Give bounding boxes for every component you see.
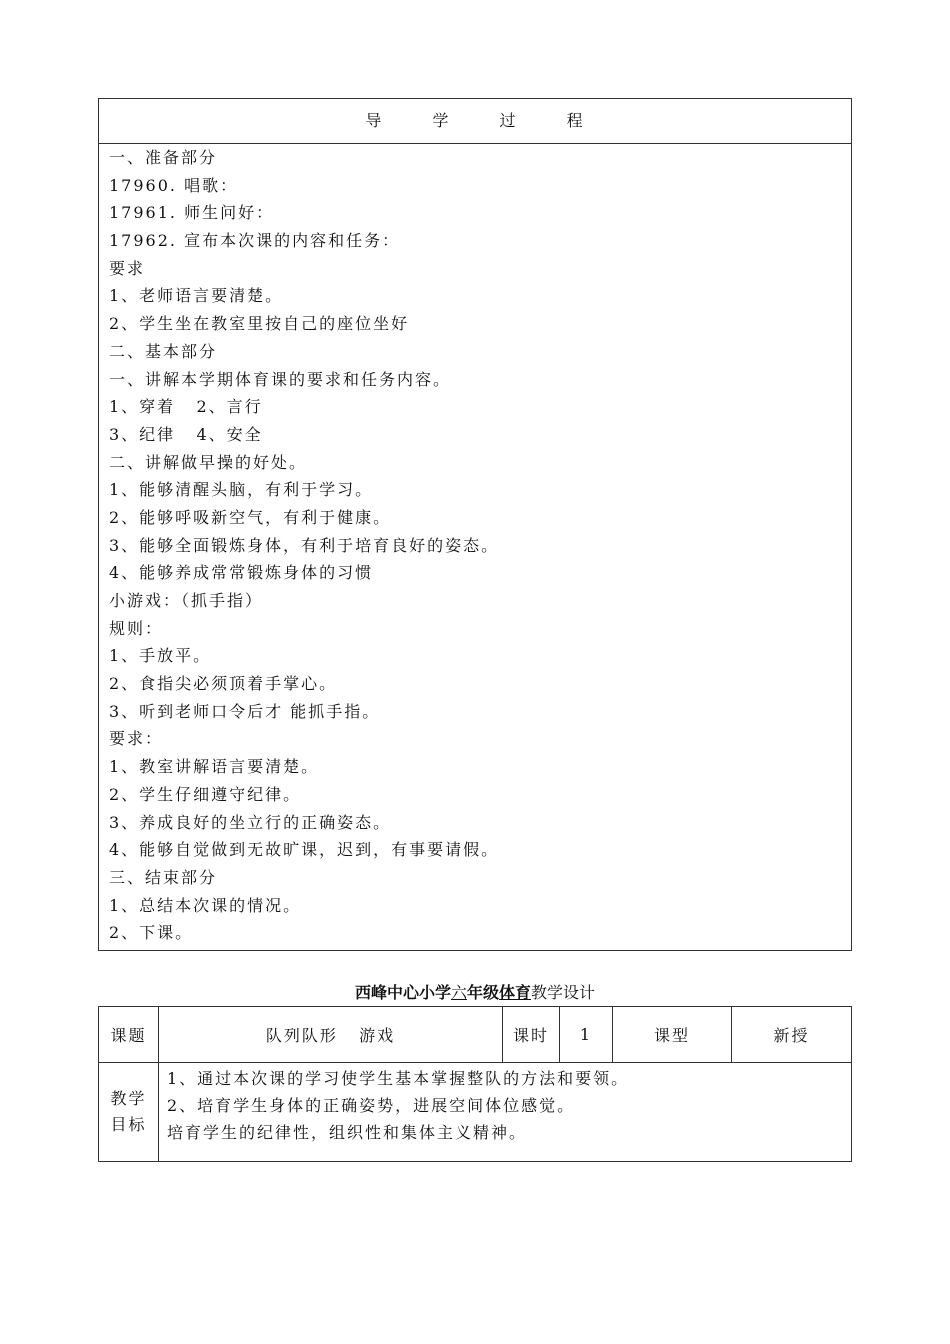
process-body <box>109 144 839 947</box>
topic-value: 队列队形 游戏 <box>265 1026 396 1045</box>
process-line: 一、讲解本学期体育课的要求和任务内容。 <box>109 369 452 389</box>
process-line: 小游戏：（抓手指） <box>109 591 264 610</box>
process-line: 3、养成良好的坐立行的正确姿态。 <box>109 812 392 832</box>
process-line: 2、下课。 <box>109 923 194 943</box>
process-line: 3、听到老师口令后才 能抓手指。 <box>109 701 381 721</box>
process-line: 4、能够养成常常锻炼身体的习惯 <box>109 563 374 583</box>
process-line: 3、能够全面锻炼身体，有利于培育良好的姿态。 <box>109 535 500 555</box>
process-line: 4、能够自觉做到无故旷课，迟到，有事要请假。 <box>109 840 500 860</box>
process-header <box>99 99 851 144</box>
process-line: 2、学生仔细遵守纪律。 <box>109 784 302 804</box>
process-line: 二、讲解做早操的好处。 <box>109 452 308 472</box>
document-title <box>98 980 852 1003</box>
process-line: 2、食指尖必须顶着手掌心。 <box>109 674 338 694</box>
process-header-text: 导 学 过 程 <box>365 111 585 130</box>
goal-line: 2、培育学生身体的正确姿势，进展空间体位感觉。 <box>167 1096 576 1115</box>
hours-label: 课时 <box>512 1026 549 1045</box>
design-table <box>98 1006 852 1162</box>
process-line: 17960. 唱歌： <box>109 175 239 195</box>
process-line: 1、教室讲解语言要清楚。 <box>109 757 320 777</box>
process-line: 规则： <box>109 618 164 638</box>
process-line: 一、准备部分 <box>109 148 218 167</box>
title-school: 西峰中心小学 <box>354 983 451 1002</box>
goal-line: 培育学生的纪律性，组织性和集体主义精神。 <box>167 1123 528 1142</box>
process-line: 1、手放平。 <box>109 646 212 666</box>
goal-line: 1、通过本次课的学习使学生基本掌握整队的方法和要领。 <box>167 1069 630 1088</box>
title-level: 年级 <box>466 983 499 1002</box>
process-line: 二、基本部分 <box>109 341 218 361</box>
process-line: 17961. 师生问好： <box>109 203 275 223</box>
process-line: 2、学生坐在教室里按自己的座位坐好 <box>109 314 410 334</box>
goal-label-line: 教学 <box>110 1089 147 1108</box>
goal-label-line: 目标 <box>110 1115 147 1134</box>
goal-label <box>99 1063 158 1161</box>
topic-label: 课题 <box>110 1026 147 1045</box>
process-line: 1、能够清醒头脑，有利于学习。 <box>109 480 374 500</box>
goal-lines <box>167 1065 847 1146</box>
type-label: 课型 <box>653 1026 690 1045</box>
process-line: 3、纪律 4、安全 <box>109 424 263 444</box>
process-line: 要求： <box>109 729 164 749</box>
process-line: 1、穿着 2、言行 <box>109 397 263 417</box>
process-line: 三、结束部分 <box>109 867 218 887</box>
process-line: 1、总结本次课的情况。 <box>109 895 302 915</box>
title-subject: 体育 <box>499 983 532 1002</box>
hours-value: 1 <box>579 1025 593 1044</box>
title-suffix: 教学设计 <box>531 983 596 1002</box>
process-line: 要求 <box>109 258 146 278</box>
row-divider <box>99 1062 851 1063</box>
process-line: 2、能够呼吸新空气，有利于健康。 <box>109 507 392 527</box>
process-line: 1、老师语言要清楚。 <box>109 286 284 306</box>
title-grade: 六 <box>450 983 467 1002</box>
process-line: 17962. 宣布本次课的内容和任务： <box>109 231 401 251</box>
process-table <box>98 98 852 951</box>
type-value: 新授 <box>773 1026 810 1045</box>
